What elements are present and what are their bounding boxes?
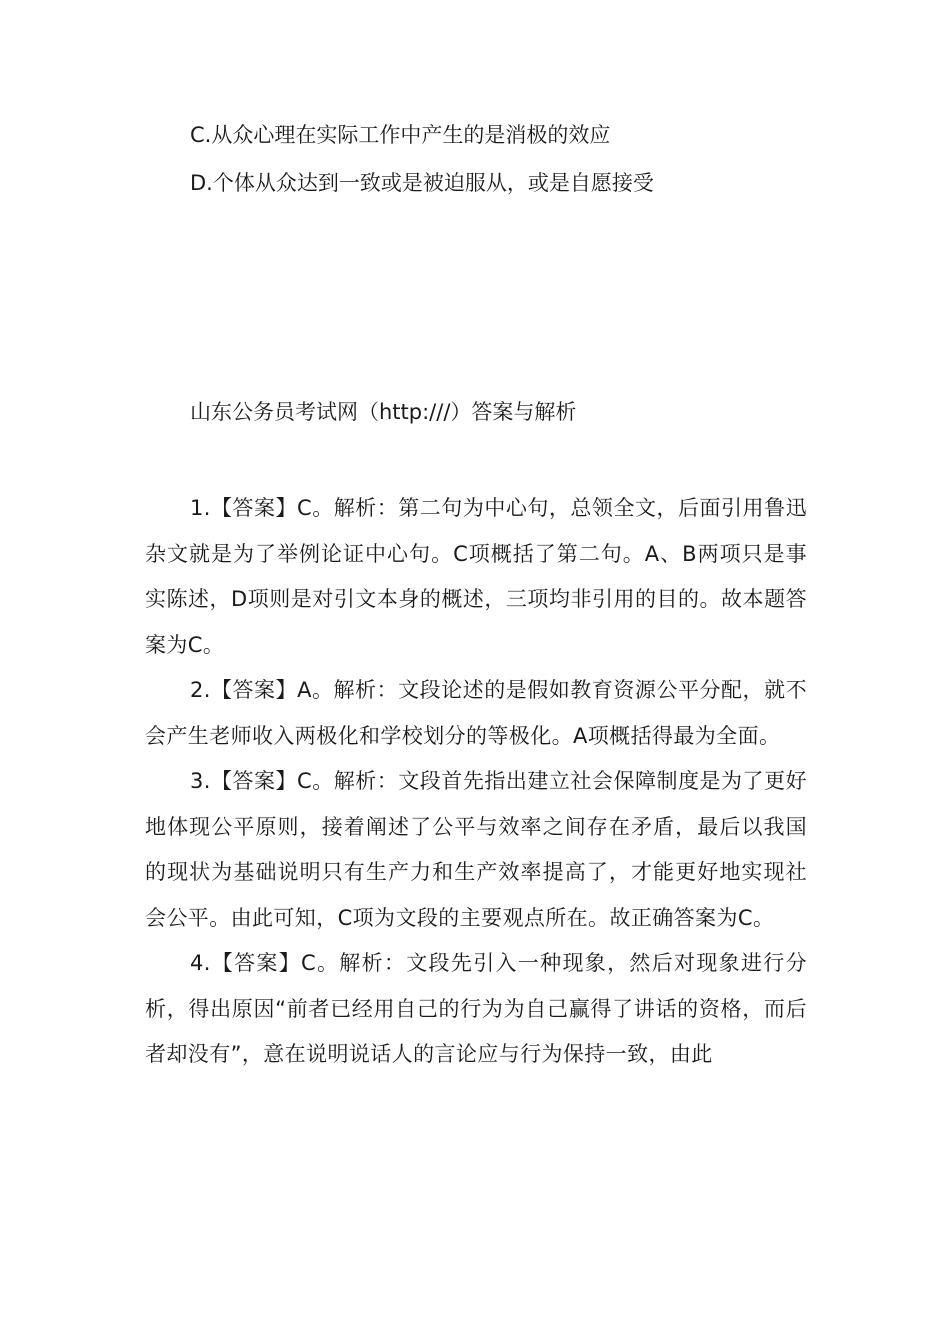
option-c: C.从众心理在实际工作中产生的是消极的效应 <box>190 123 611 147</box>
answer-paragraph-3: 3.【答案】C。解析：文段首先指出建立社会保障制度是为了更好地体现公平原则，接着阐述了公平与效率之间存在矛盾，最后以我国的现状为基础说明只有生产力和生产效率提高了，才能更好地实现社会公平。由此可知，C项为文段的主要观点所在。故正确答案为C。 <box>145 769 807 930</box>
option-d: D.个体从众达到一致或是被迫服从，或是自愿接受 <box>190 171 654 195</box>
section-heading: 山东公务员考试网（http:///）答案与解析 <box>190 400 577 424</box>
answer-paragraph-1: 1.【答案】C。解析：第二句为中心句，总领全文，后面引用鲁迅杂文就是为了举例论证中心句。C项概括了第二句。A、B两项只是事实陈述，D项则是对引文本身的概述，三项均非引用的目的。故本题答案为C。 <box>145 496 807 657</box>
answer-paragraph-2: 2.【答案】A。解析：文段论述的是假如教育资源公平分配，就不会产生老师收入两极化和学校划分的等极化。A项概括得最为全面。 <box>145 678 807 748</box>
answer-paragraph-4: 4.【答案】C。解析：文段先引入一种现象，然后对现象进行分析，得出原因“前者已经用自己的行为为自己赢得了讲话的资格，而后者却没有”，意在说明说话人的言论应与行为保持一致，由此 <box>145 951 807 1066</box>
answer-list <box>145 486 807 1078</box>
